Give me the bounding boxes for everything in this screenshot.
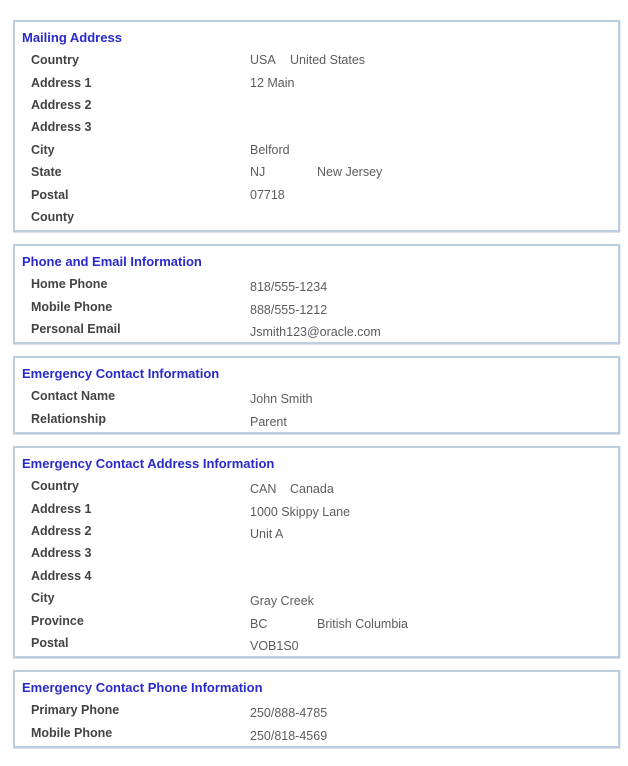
country-name-value: Canada	[290, 482, 334, 497]
section-rows	[15, 273, 618, 340]
emergency-contact-phone-section	[13, 670, 620, 748]
field-value	[250, 53, 365, 67]
section-rows	[15, 699, 618, 744]
field-label: Country	[31, 479, 79, 494]
field-value: 1000 Skippy Lane	[250, 504, 351, 519]
field-value: 818/555-1234	[250, 280, 328, 295]
field-label: State	[31, 165, 62, 180]
field-value: Jsmith123@oracle.com	[250, 325, 381, 340]
field-row-province	[15, 609, 618, 631]
country-name-value: United States	[290, 53, 366, 68]
field-value: VOB1S0	[250, 639, 299, 653]
province-name-value: British Columbia	[317, 616, 409, 631]
field-row-city	[15, 139, 618, 161]
section-title: Emergency Contact Information	[22, 366, 220, 382]
field-label: Country	[31, 53, 79, 68]
emergency-contact-section	[13, 356, 620, 434]
field-label: Address 2	[31, 524, 92, 539]
field-value: 888/555-1212	[250, 302, 328, 317]
field-row-state	[15, 161, 618, 183]
country-code-value: USA	[250, 53, 276, 68]
field-label: Address 1	[31, 501, 92, 516]
field-value: 12 Main	[250, 75, 295, 90]
field-value: John Smith	[250, 392, 313, 407]
field-value: Belford	[250, 142, 290, 157]
section-title: Phone and Email Information	[22, 254, 202, 270]
section-rows	[15, 49, 618, 228]
field-row-mobile-phone	[15, 722, 618, 744]
field-label: Postal	[31, 636, 69, 650]
field-value: Unit A	[250, 527, 284, 542]
field-label: Address 3	[31, 546, 92, 561]
field-label: Mobile Phone	[31, 725, 113, 740]
section-title: Emergency Contact Phone Information	[22, 680, 263, 696]
field-row-address2	[15, 94, 618, 116]
field-label: Postal	[31, 187, 69, 202]
field-row-home-phone	[15, 273, 618, 295]
field-value	[250, 617, 408, 631]
field-row-address3	[15, 542, 618, 564]
emergency-contact-address-section	[13, 446, 620, 658]
field-label: County	[31, 209, 75, 224]
field-label: Home Phone	[31, 277, 108, 292]
mailing-address-section	[13, 20, 620, 232]
section-title: Mailing Address	[22, 30, 122, 45]
field-label: City	[31, 591, 55, 606]
field-label: Primary Phone	[31, 703, 120, 718]
field-row-address2	[15, 520, 618, 542]
section-rows	[15, 475, 618, 654]
field-label: City	[31, 142, 55, 157]
field-row-contact-name	[15, 385, 618, 407]
field-row-city	[15, 587, 618, 609]
field-label: Personal Email	[31, 322, 121, 337]
field-row-personal-email	[15, 318, 618, 340]
field-label: Address 4	[31, 568, 92, 583]
field-row-primary-phone	[15, 699, 618, 721]
field-row-address1	[15, 497, 618, 519]
province-code-value: BC	[250, 616, 268, 631]
field-row-address4	[15, 565, 618, 587]
field-row-country	[15, 49, 618, 71]
field-label: Address 3	[31, 120, 92, 135]
field-label: Mobile Phone	[31, 299, 113, 314]
field-value: Gray Creek	[250, 594, 314, 609]
field-row-mobile-phone	[15, 296, 618, 318]
field-row-county	[15, 206, 618, 228]
section-rows	[15, 385, 618, 430]
field-label: Address 2	[31, 97, 92, 112]
field-label: Contact Name	[31, 389, 116, 404]
field-row-relationship	[15, 408, 618, 430]
state-code-value: NJ	[250, 165, 266, 180]
field-row-address3	[15, 116, 618, 138]
field-value: 250/818-4569	[250, 728, 328, 743]
field-row-postal	[15, 183, 618, 205]
field-label: Address 1	[31, 75, 92, 90]
field-value: 250/888-4785	[250, 706, 328, 721]
field-row-address1	[15, 71, 618, 93]
field-value: Parent	[250, 414, 287, 429]
state-name-value: New Jersey	[317, 165, 383, 180]
section-title: Emergency Contact Address Information	[22, 456, 275, 472]
field-value	[250, 165, 382, 179]
field-value: 07718	[250, 187, 285, 202]
field-value	[250, 482, 334, 496]
field-label: Province	[31, 613, 84, 628]
country-code-value: CAN	[250, 482, 277, 497]
field-row-postal	[15, 632, 618, 654]
field-label: Relationship	[31, 411, 107, 426]
field-row-country	[15, 475, 618, 497]
phone-email-section	[13, 244, 620, 344]
